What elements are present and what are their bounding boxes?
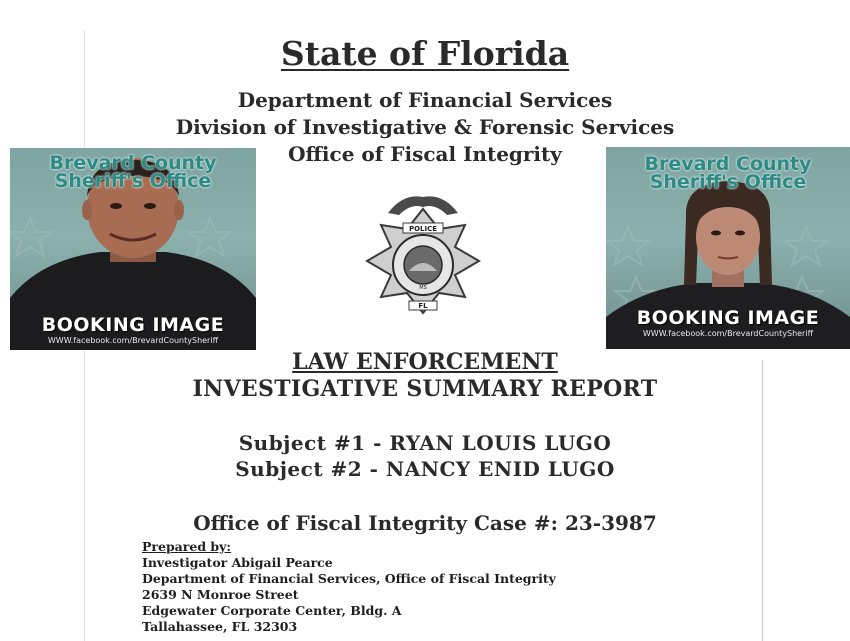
department-name: Department of Financial Services: [237, 88, 613, 112]
report-title-line-2: INVESTIGATIVE SUMMARY REPORT: [192, 376, 658, 402]
facebook-url: WWW.facebook.com/BrevardCountySheriff: [47, 336, 219, 345]
document-title: State of Florida: [280, 34, 570, 73]
sheriff-watermark: Brevard County Sheriff's Office: [644, 153, 812, 193]
subject-2: Subject #2 - NANCY ENID LUGO: [235, 457, 615, 481]
booking-image-caption: BOOKING IMAGE: [636, 307, 820, 329]
division-name: Division of Investigative & Forensic Services: [175, 115, 675, 139]
office-name: Office of Fiscal Integrity: [288, 142, 562, 166]
case-number: Office of Fiscal Integrity Case #: 23-3987: [193, 511, 657, 535]
facebook-url: WWW.facebook.com/BrevardCountySheriff: [642, 329, 814, 338]
badge-top-text: POLICE: [408, 225, 438, 233]
building-address: Edgewater Corporate Center, Bldg. A: [142, 603, 402, 618]
scan-edge-right: [762, 360, 763, 641]
street-address: 2639 N Monroe Street: [142, 587, 299, 602]
report-title-line-1: LAW ENFORCEMENT: [292, 349, 558, 375]
booking-image-caption: BOOKING IMAGE: [41, 314, 225, 336]
investigator-name: Investigator Abigail Pearce: [142, 555, 333, 570]
prepared-by-block: [142, 539, 556, 635]
police-badge-emblem: [343, 185, 503, 335]
booking-photo-subject-2: [606, 147, 850, 349]
sheriff-watermark: Brevard County Sheriff's Office: [49, 152, 217, 192]
organization: Department of Financial Services, Office of Fiscal Integrity: [142, 571, 556, 586]
city-address: Tallahassee, FL 32303: [142, 619, 298, 634]
subject-1: Subject #1 - RYAN LOUIS LUGO: [238, 431, 612, 455]
badge-bottom-text: FL: [418, 302, 428, 310]
booking-photo-subject-1: [10, 148, 256, 350]
badge-initials: MS: [419, 285, 427, 291]
prepared-by-label: Prepared by:: [142, 539, 232, 554]
